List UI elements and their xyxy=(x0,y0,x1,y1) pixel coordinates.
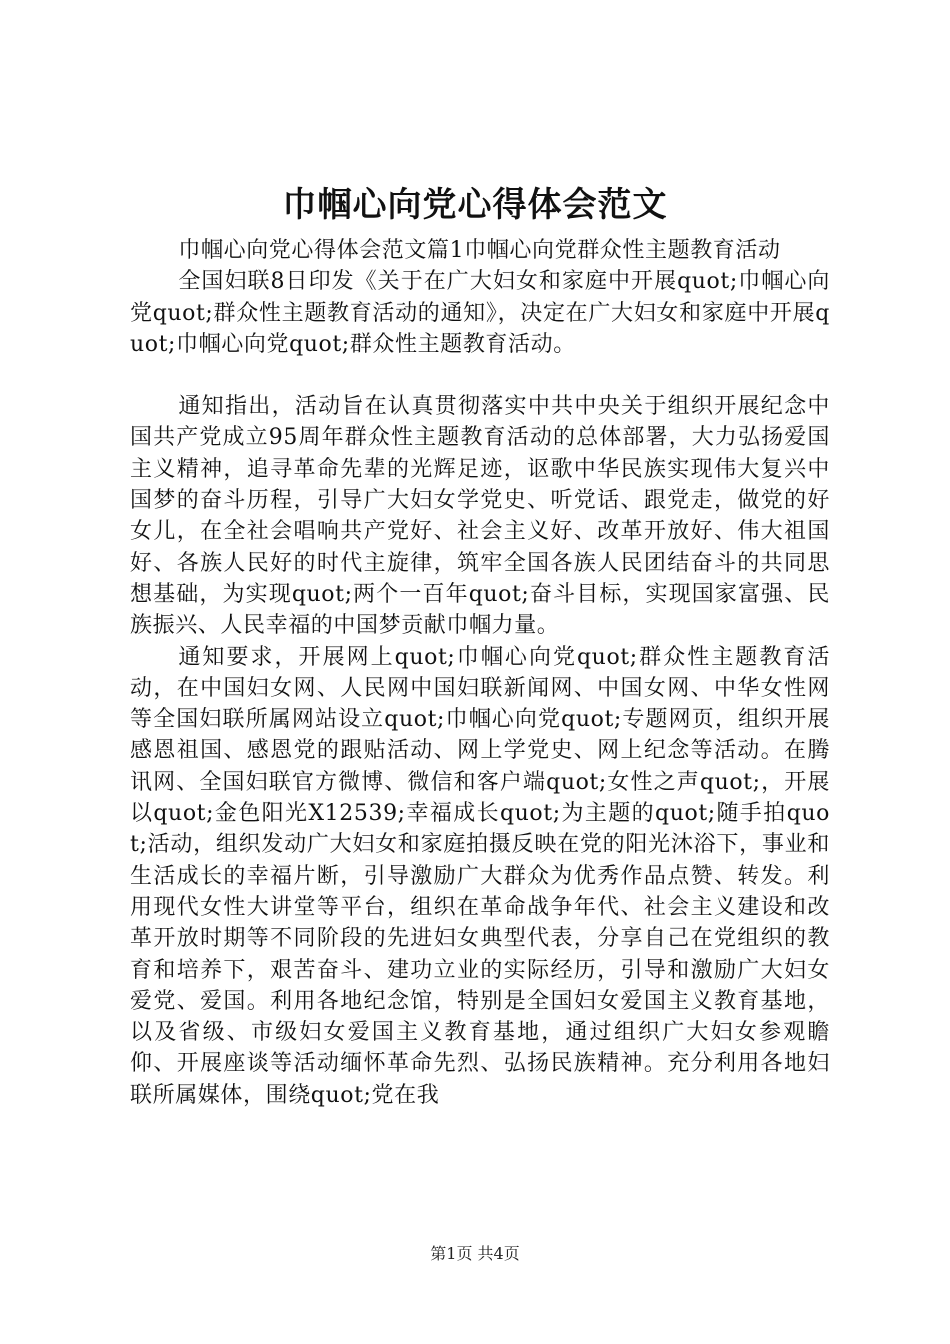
paragraph-notice-requirements: 通知要求，开展网上quot;巾帼心向党quot;群众性主题教育活动，在中国妇女网、人民网中国妇联新闻网、中国女网、中华女性网等全国妇联所属网站设立quot;巾帼心向党quot;专题网页，组织开展感恩祖国、感恩党的跟贴活动、网上学党史、网上纪念等活动。在腾讯网、全国妇联官方微博、微信和客户端quot;女性之声quot;，开展以quot;金色阳光X12539;幸福成长quot;为主题的quot;随手拍quot;活动，组织发动广大妇女和家庭拍摄反映在党的阳光沐浴下，事业和生活成长的幸福片断，引导激励广大群众为优秀作品点赞、转发。利用现代女性大讲堂等平台，组织在革命战争年代、社会主义建设和改革开放时期等不同阶段的先进妇女典型代表，分享自己在党组织的教育和培养下，艰苦奋斗、建功立业的实际经历，引导和激励广大妇女爱党、爱国。利用各地纪念馆，特别是全国妇女爱国主义教育基地，以及省级、市级妇女爱国主义教育基地，通过组织广大妇女参观瞻仰、开展座谈等活动缅怀革命先烈、弘扬民族精神。充分利用各地妇联所属媒体，围绕quot;党在我 xyxy=(130,644,830,1108)
page-number-footer: 第1页 共4页 xyxy=(430,1244,520,1263)
paragraph-notice-points: 通知指出，活动旨在认真贯彻落实中共中央关于组织开展纪念中国共产党成立95周年群众性主题教育活动的总体部署，大力弘扬爱国主义精神，追寻革命先辈的光辉足迹，讴歌中华民族实现伟大复兴中国梦的奋斗历程，引导广大妇女学党史、听党话、跟党走，做党的好女儿，在全社会唱响共产党好、社会主义好、改革开放好、伟大祖国好、各族人民好的时代主旋律，筑牢全国各族人民团结奋斗的共同思想基础，为实现quot;两个一百年quot;奋斗目标，实现国家富强、民族振兴、人民幸福的中国梦贡献巾帼力量。 xyxy=(130,394,830,639)
paragraph-announcement: 全国妇联8日印发《关于在广大妇女和家庭中开展quot;巾帼心向党quot;群众性主题教育活动的通知》，决定在广大妇女和家庭中开展quot;巾帼心向党quot;群众性主题教育活动。 xyxy=(130,269,830,357)
paragraph-spacer xyxy=(130,360,830,391)
document-body xyxy=(130,235,830,1111)
paragraph-intro: 巾帼心向党心得体会范文篇1巾帼心向党群众性主题教育活动 xyxy=(178,238,781,263)
document-title: 巾帼心向党心得体会范文 xyxy=(282,185,668,225)
